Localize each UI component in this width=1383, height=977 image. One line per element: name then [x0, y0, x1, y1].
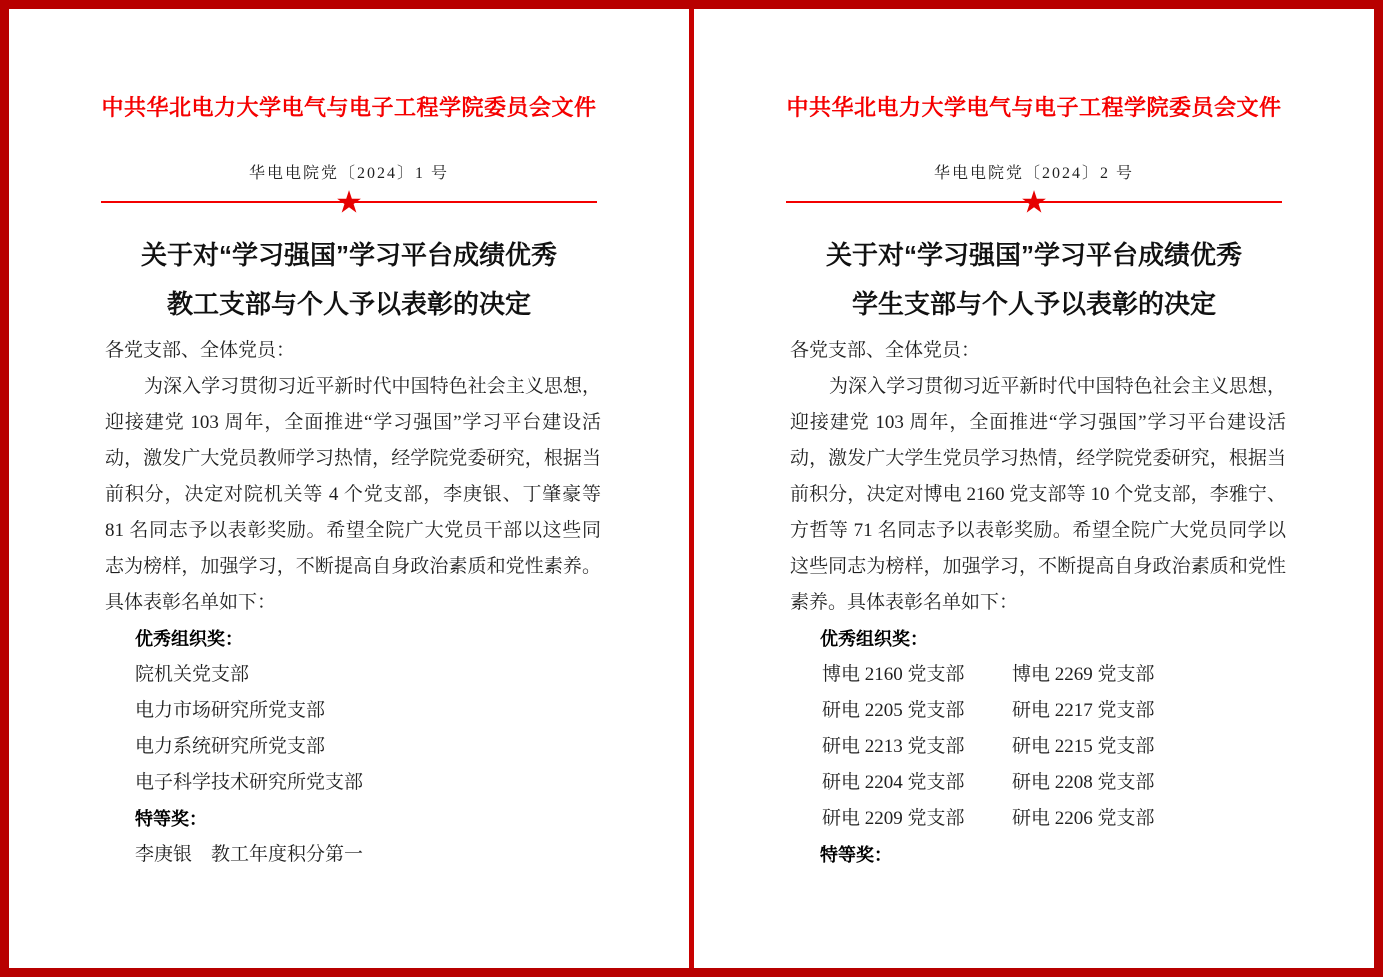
award-list-item: 博电 2269 党支部 — [1012, 664, 1155, 685]
doc-body — [9, 333, 689, 873]
award-list — [105, 837, 601, 873]
red-header-title: 中共华北电力大学电气与电子工程学院委员会文件 — [786, 95, 1282, 120]
award-list-item: 研电 2209 党支部 — [822, 808, 965, 829]
award-list-item: 博电 2160 党支部 — [822, 664, 965, 685]
award-list-item: 研电 2215 党支部 — [1012, 736, 1155, 757]
star-icon: ★ — [1020, 184, 1048, 220]
doc-title — [9, 231, 689, 329]
award-list-item: 研电 2213 党支部 — [822, 736, 965, 757]
document-page-2 — [694, 9, 1374, 968]
section-heading-special-award: 特等奖： — [820, 845, 892, 865]
award-list-item: 研电 2206 党支部 — [1012, 808, 1155, 829]
award-list-item: 研电 2204 党支部 — [822, 772, 965, 793]
award-list-item: 研电 2208 党支部 — [1012, 772, 1155, 793]
red-divider-line — [786, 184, 1282, 220]
section-heading-excellent-org-award: 优秀组织奖： — [135, 629, 243, 649]
award-list-item: 院机关党支部 — [135, 664, 250, 685]
section-heading-special-award: 特等奖： — [135, 809, 207, 829]
doc-body — [694, 333, 1374, 873]
section-heading-excellent-org-award: 优秀组织奖： — [820, 629, 928, 649]
doc-title-line2: 学生支部与个人予以表彰的决定 — [851, 289, 1216, 319]
award-grid — [790, 657, 1286, 837]
salutation: 各党支部、全体党员： — [790, 340, 981, 361]
doc-number: 华电电院党〔2024〕2 号 — [933, 165, 1134, 182]
award-list-item: 电力系统研究所党支部 — [135, 736, 326, 757]
salutation: 各党支部、全体党员： — [105, 340, 296, 361]
award-list-item: 研电 2217 党支部 — [1012, 700, 1155, 721]
doc-title — [694, 231, 1374, 329]
red-header-title: 中共华北电力大学电气与电子工程学院委员会文件 — [101, 95, 597, 120]
award-list-item: 电力市场研究所党支部 — [135, 700, 326, 721]
star-icon: ★ — [335, 184, 363, 220]
award-list-item: 李庚银 教工年度积分第一 — [135, 844, 364, 865]
document-page-1 — [9, 9, 689, 968]
red-divider-line — [101, 184, 597, 220]
body-paragraph: 为深入学习贯彻习近平新时代中国特色社会主义思想，迎接建党 103 周年，全面推进“学习强国”学习平台建设活动，激发广大学生党员学习热情，经学院党委研究，根据当前积分，决定对博电 2160 党支部等 10 个党支部，李雅宁、方哲等 71 名同志予以表彰奖励。希望全院广大党员同学以这些同志为榜样，加强学习，不断提高自身政治素质和党性素养。具体表彰名单如下： — [790, 376, 1286, 613]
award-list-item: 研电 2205 党支部 — [822, 700, 965, 721]
doc-title-line1: 关于对“学习强国”学习平台成绩优秀 — [825, 240, 1242, 270]
doc-title-line1: 关于对“学习强国”学习平台成绩优秀 — [140, 240, 557, 270]
award-list-item: 电子科学技术研究所党支部 — [135, 772, 364, 793]
award-list — [105, 657, 601, 801]
body-paragraph: 为深入学习贯彻习近平新时代中国特色社会主义思想，迎接建党 103 周年，全面推进“学习强国”学习平台建设活动，激发广大党员教师学习热情，经学院党委研究，根据当前积分，决定对院机关等 4 个党支部，李庚银、丁肇豪等 81 名同志予以表彰奖励。希望全院广大党员干部以这些同志为榜样，加强学习，不断提高自身政治素质和党性素养。具体表彰名单如下： — [105, 376, 601, 613]
doc-number: 华电电院党〔2024〕1 号 — [248, 165, 449, 182]
doc-title-line2: 教工支部与个人予以表彰的决定 — [166, 289, 531, 319]
